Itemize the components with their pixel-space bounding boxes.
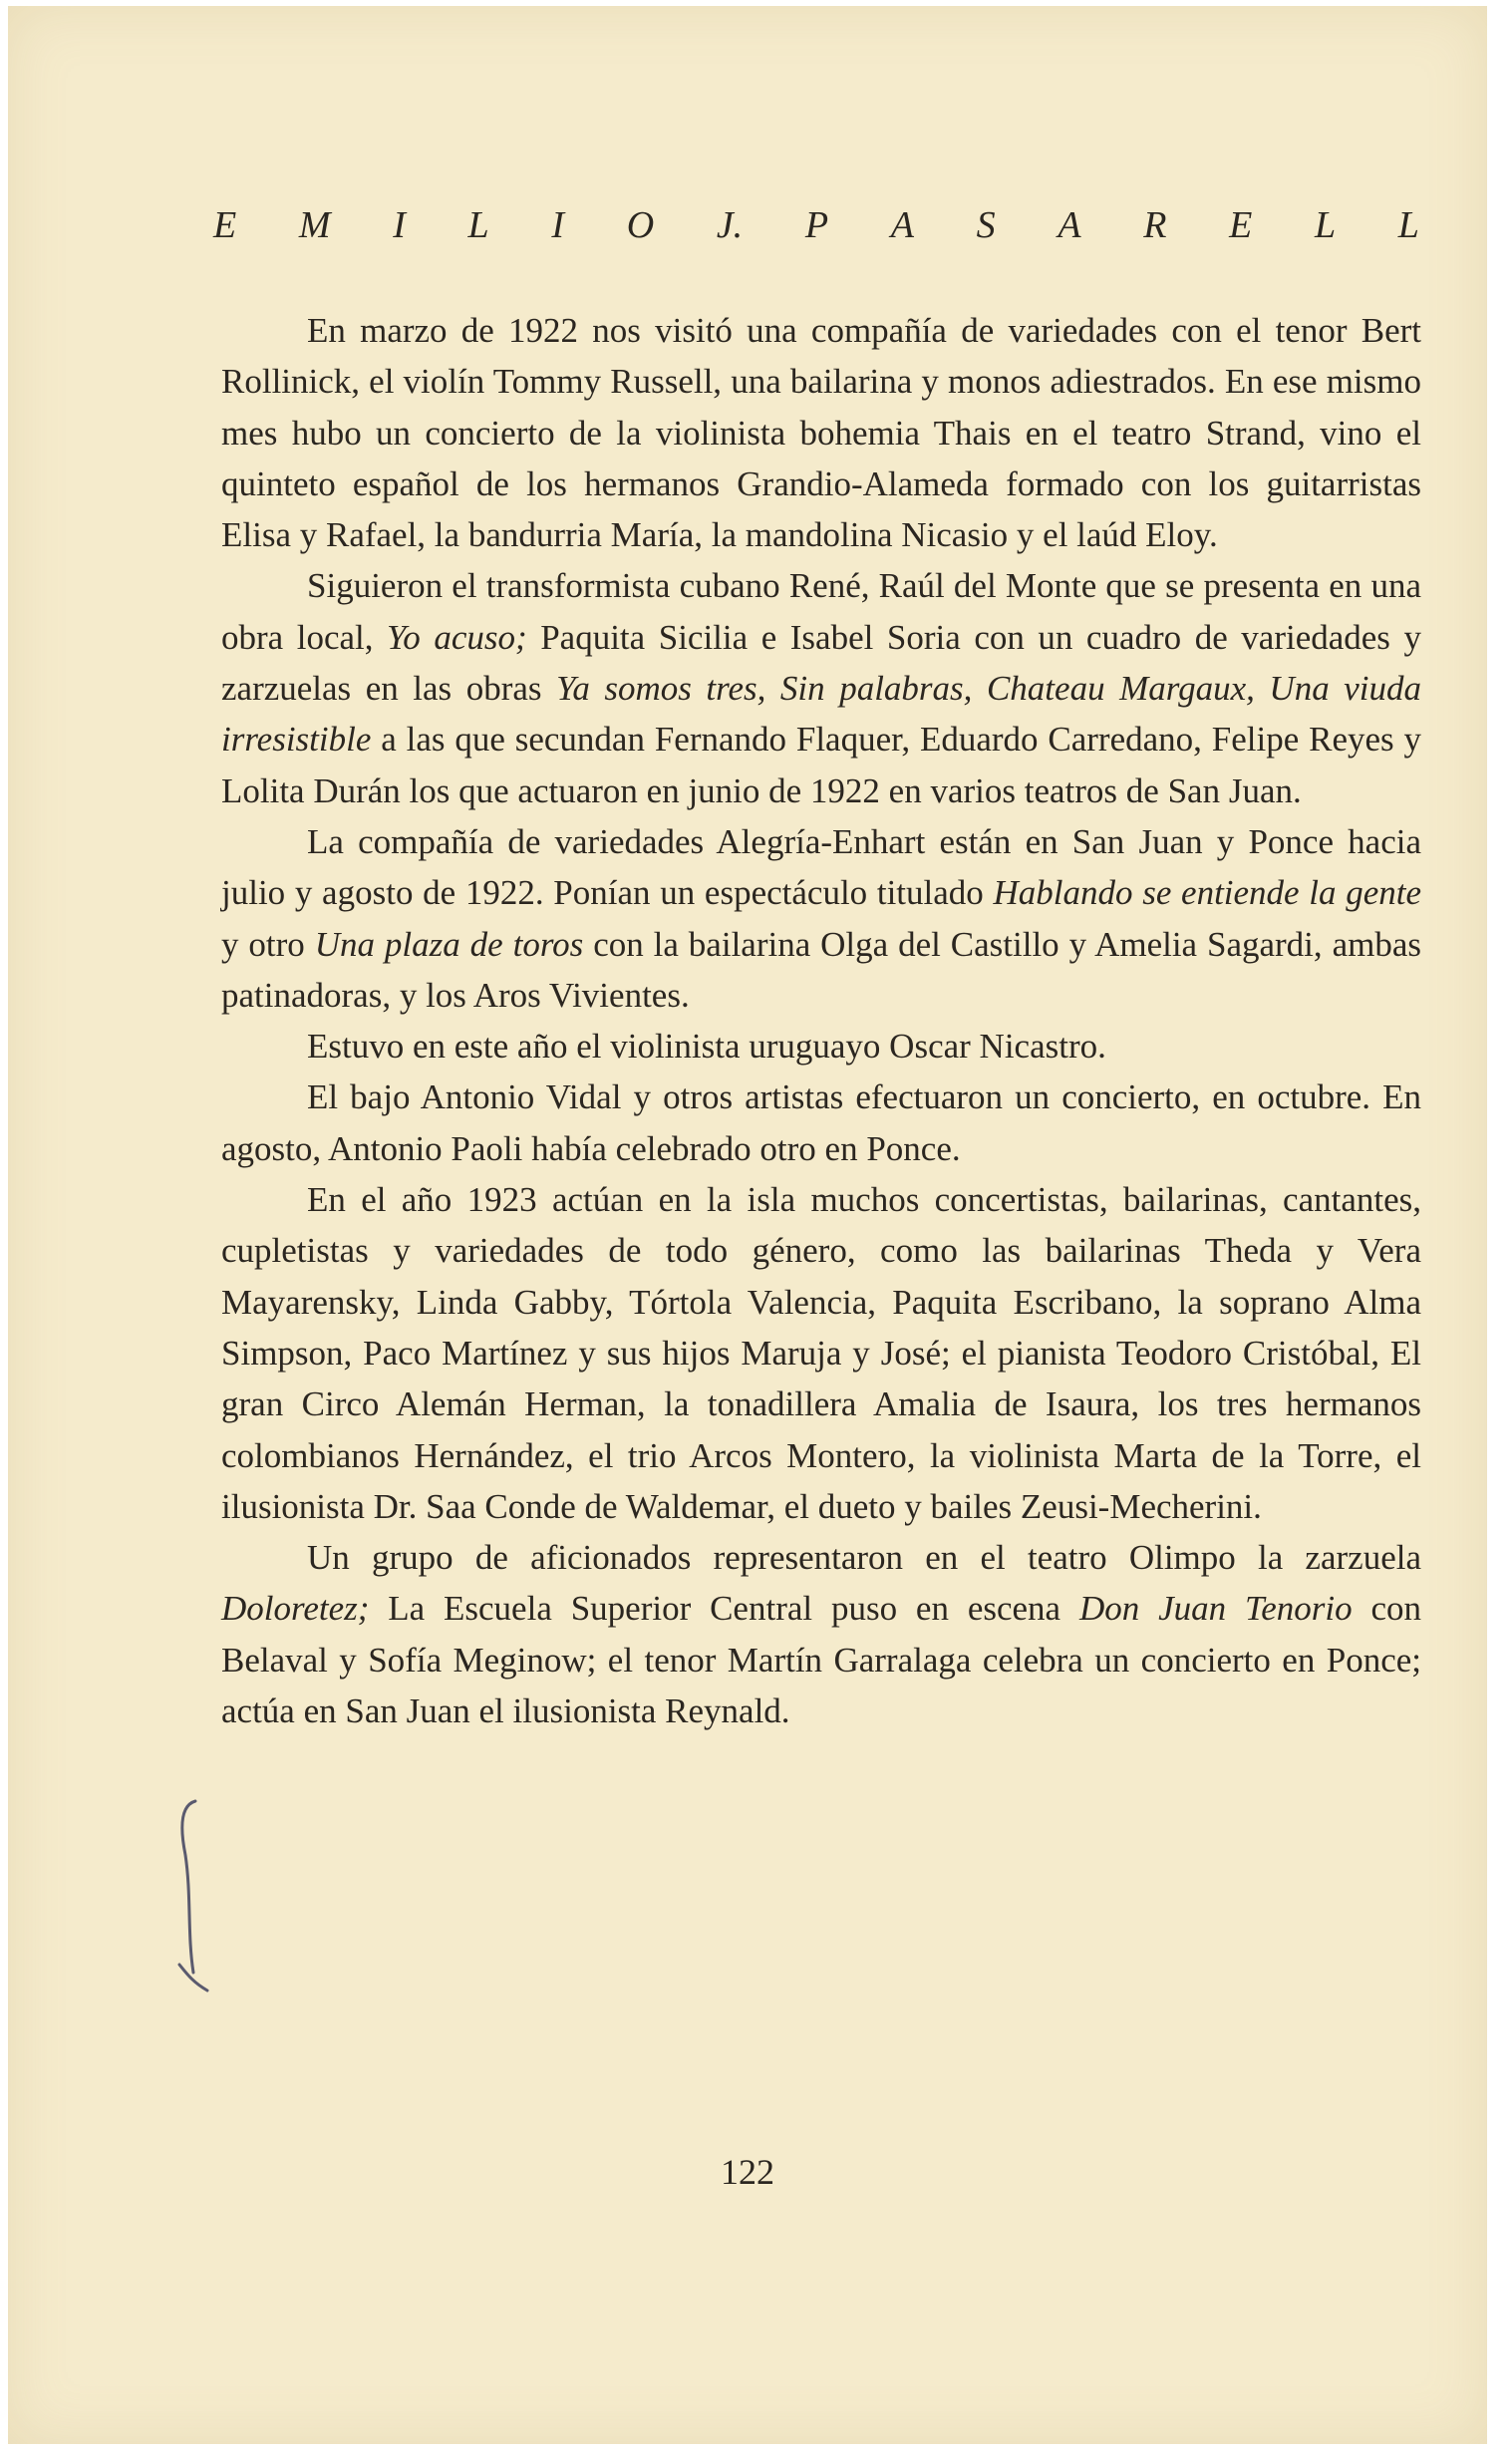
- body-text: [221, 305, 1421, 1736]
- running-head: [213, 203, 1419, 247]
- text-run: En el año 1923 actúan en la isla muchos concertistas, bailarinas, cantantes, cupletistas y variedades de todo género, como las bailarinas Theda y Vera Mayarensky, Linda Gabby, Tórtola Valencia, Paquita Escribano, la soprano Alma Simpson, Paco Martínez y sus hijos Maruja y José; el pianista Teodoro Cristóbal, El gran Circo Alemán Herman, la tonadillera Amalia de Isaura, los tres hermanos colombianos Hernández, el trio Arcos Montero, la violinista Marta de la Torre, el ilusionista Dr. Saa Conde de Waldemar, el dueto y bailes Zeusi-Mecherini.: [221, 1180, 1421, 1526]
- page-number: 122: [721, 2152, 774, 2192]
- pencil-bracket-mark: [157, 1795, 227, 2004]
- running-head-letter: I: [551, 204, 565, 246]
- italic-title: Yo acuso;: [387, 617, 527, 657]
- italic-title: Don Juan Tenorio: [1078, 1589, 1353, 1629]
- paragraph: [221, 305, 1421, 560]
- text-run: La Escuela Superior Central puso en escena: [369, 1589, 1079, 1629]
- running-head-letter: S: [976, 204, 996, 246]
- running-head-letter: L: [1397, 204, 1419, 246]
- book-page: [8, 6, 1487, 2444]
- running-head-letter: P: [804, 204, 829, 246]
- text-run: con la bailarina Olga del Castillo y Amelia Sagardi, ambas patinadoras, y los Aros Vivientes.: [221, 924, 1421, 1015]
- text-run: y otro: [221, 924, 315, 964]
- running-head-letter: M: [298, 204, 331, 246]
- paragraph: [221, 1021, 1421, 1072]
- text-run: Un grupo de aficionados representaron en el teatro Olimpo la zarzuela: [307, 1538, 1421, 1578]
- text-run: El bajo Antonio Vidal y otros artistas efectuaron un concierto, en octubre. En agosto, Antonio Paoli había celebrado otro en Ponce.: [221, 1077, 1421, 1168]
- running-head-letter: O: [626, 204, 655, 246]
- paragraph: [221, 560, 1421, 815]
- text-run: con Belaval y Sofía Meginow; el tenor Martín Garralaga celebra un concierto en Ponce; actúa en San Juan el ilusionista Reynald.: [221, 1589, 1421, 1731]
- running-head-letter: E: [1229, 204, 1253, 246]
- running-head-letter: I: [393, 204, 406, 246]
- running-head-letter: L: [467, 204, 489, 246]
- text-run: Siguieron el transformista cubano René, Raúl del Monte que se presenta en una obra local,: [221, 566, 1421, 657]
- text-run: La compañía de variedades Alegría-Enhart están en San Juan y Ponce hacia julio y agosto de 1922. Ponían un espectáculo titulado: [221, 821, 1421, 913]
- running-head-letter: L: [1314, 204, 1337, 246]
- italic-title: Doloretez;: [221, 1589, 370, 1629]
- paragraph: [221, 816, 1421, 1021]
- text-run: En marzo de 1922 nos visitó una compañía de variedades con el tenor Bert Rollinick, el violín Tommy Russell, una bailarina y monos adiestrados. En ese mismo mes hubo un concierto de la violinista bohemia Thais en el teatro Strand, vino el quinteto español de los hermanos Grandio-Alameda formado con los guitarristas Elisa y Rafael, la bandurria María, la mandolina Nicasio y el laúd Eloy.: [221, 311, 1421, 555]
- text-run: Estuvo en este año el violinista uruguayo Oscar Nicastro.: [307, 1027, 1106, 1067]
- italic-title: Hablando se entiende la gente: [993, 873, 1422, 913]
- text-run: Paquita Sicilia e Isabel Soria con un cuadro de variedades y zarzuelas en las obras: [221, 617, 1421, 709]
- paragraph: [221, 1072, 1421, 1174]
- italic-title: Una plaza de toros: [314, 924, 584, 964]
- running-head-letter: J.: [716, 204, 744, 246]
- paragraph: [221, 1174, 1421, 1532]
- text-run: a las que secundan Fernando Flaquer, Eduardo Carredano, Felipe Reyes y Lolita Durán los que actuaron en junio de 1922 en varios teatros de San Juan.: [221, 720, 1421, 810]
- running-head-letter: A: [890, 204, 914, 246]
- running-head-letter: E: [213, 204, 237, 246]
- italic-title: Ya somos tres, Sin palabras, Chateau Margaux, Una viuda irresistible: [221, 669, 1421, 760]
- paragraph: [221, 1532, 1421, 1736]
- running-head-letter: A: [1058, 204, 1081, 246]
- running-head-letter: R: [1143, 204, 1167, 246]
